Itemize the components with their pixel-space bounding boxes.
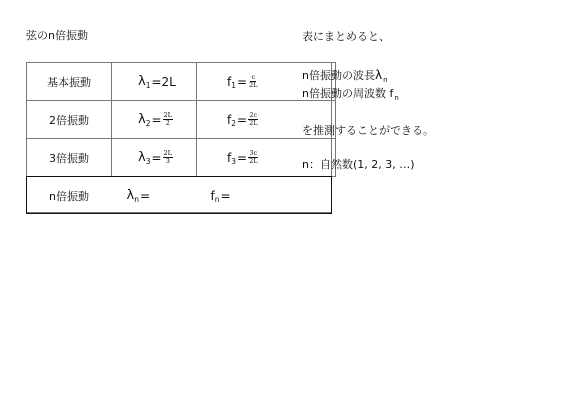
table-row	[27, 63, 336, 101]
f-subscript: 1	[231, 81, 237, 90]
f-fraction	[248, 112, 258, 127]
equals-sign: =	[237, 74, 248, 89]
table-row	[27, 101, 336, 139]
lambda-subscript: 1	[145, 81, 151, 90]
f-symbol: f	[227, 74, 232, 89]
frequency-line	[302, 85, 399, 101]
table-row	[27, 139, 336, 177]
f-denominator: 2L	[249, 81, 258, 89]
lambda-fraction	[163, 112, 173, 127]
equals-sign: =	[237, 112, 248, 127]
lambda-subscript: 2	[145, 119, 151, 128]
lambda-fraction	[163, 150, 173, 165]
lambda-denominator: 3	[165, 157, 170, 165]
f-denominator: 2L	[249, 119, 258, 127]
table-row	[27, 177, 336, 215]
lambda-symbol: λ	[138, 150, 146, 165]
f-symbol: f	[227, 112, 232, 127]
lambda-subscript: n	[383, 76, 388, 84]
f-fraction	[248, 74, 258, 89]
row-label: 2倍振動	[27, 101, 112, 139]
f-symbol: f	[210, 188, 215, 203]
equals-sign: =	[139, 188, 151, 203]
lambda-numerator: 2L	[163, 111, 172, 119]
lambda-symbol: λ	[374, 68, 383, 82]
equals-sign: =	[151, 150, 162, 165]
f-numerator: 2c	[249, 111, 258, 119]
wavelength-cell	[112, 101, 197, 139]
wavelength-cell	[112, 177, 197, 215]
row-label: 基本振動	[27, 63, 112, 101]
wavelength-cell	[112, 63, 197, 101]
lambda-numerator: 2L	[163, 149, 172, 157]
f-numerator: 3c	[249, 149, 258, 157]
f-subscript: 3	[231, 157, 237, 166]
lambda-symbol: λ	[126, 188, 135, 203]
f-subscript: 2	[231, 119, 237, 128]
summary-intro: 表にまとめると、	[302, 30, 390, 43]
wavelength-text: n倍振動の波長	[302, 69, 375, 82]
lambda-subscript: n	[134, 195, 139, 204]
harmonics-table	[26, 62, 336, 214]
page-title: 弦のn倍振動	[26, 29, 88, 42]
row-label: 3倍振動	[27, 139, 112, 177]
f-subscript: n	[214, 195, 220, 204]
lambda-subscript: 3	[145, 157, 151, 166]
f-denominator: 2L	[249, 157, 258, 165]
lambda-symbol: λ	[138, 74, 146, 89]
lambda-symbol: λ	[138, 112, 146, 127]
equals-sign: =	[220, 188, 231, 203]
natural-number-note: n：自然数(1, 2, 3, …)	[302, 158, 415, 171]
f-subscript: n	[394, 94, 399, 102]
row-label: n倍振動	[27, 177, 112, 215]
lambda-value: =2L	[151, 74, 176, 89]
f-symbol: f	[227, 150, 232, 165]
equals-sign: =	[237, 150, 248, 165]
equals-sign: =	[151, 112, 162, 127]
lambda-denominator: 2	[165, 119, 170, 127]
wavelength-cell	[112, 139, 197, 177]
wavelength-line	[302, 67, 388, 83]
frequency-cell	[197, 177, 336, 215]
conclusion-text: を推測することができる。	[302, 124, 434, 137]
frequency-text: n倍振動の周波数 f	[302, 87, 394, 100]
f-numerator: c	[251, 73, 256, 81]
f-fraction	[248, 150, 258, 165]
